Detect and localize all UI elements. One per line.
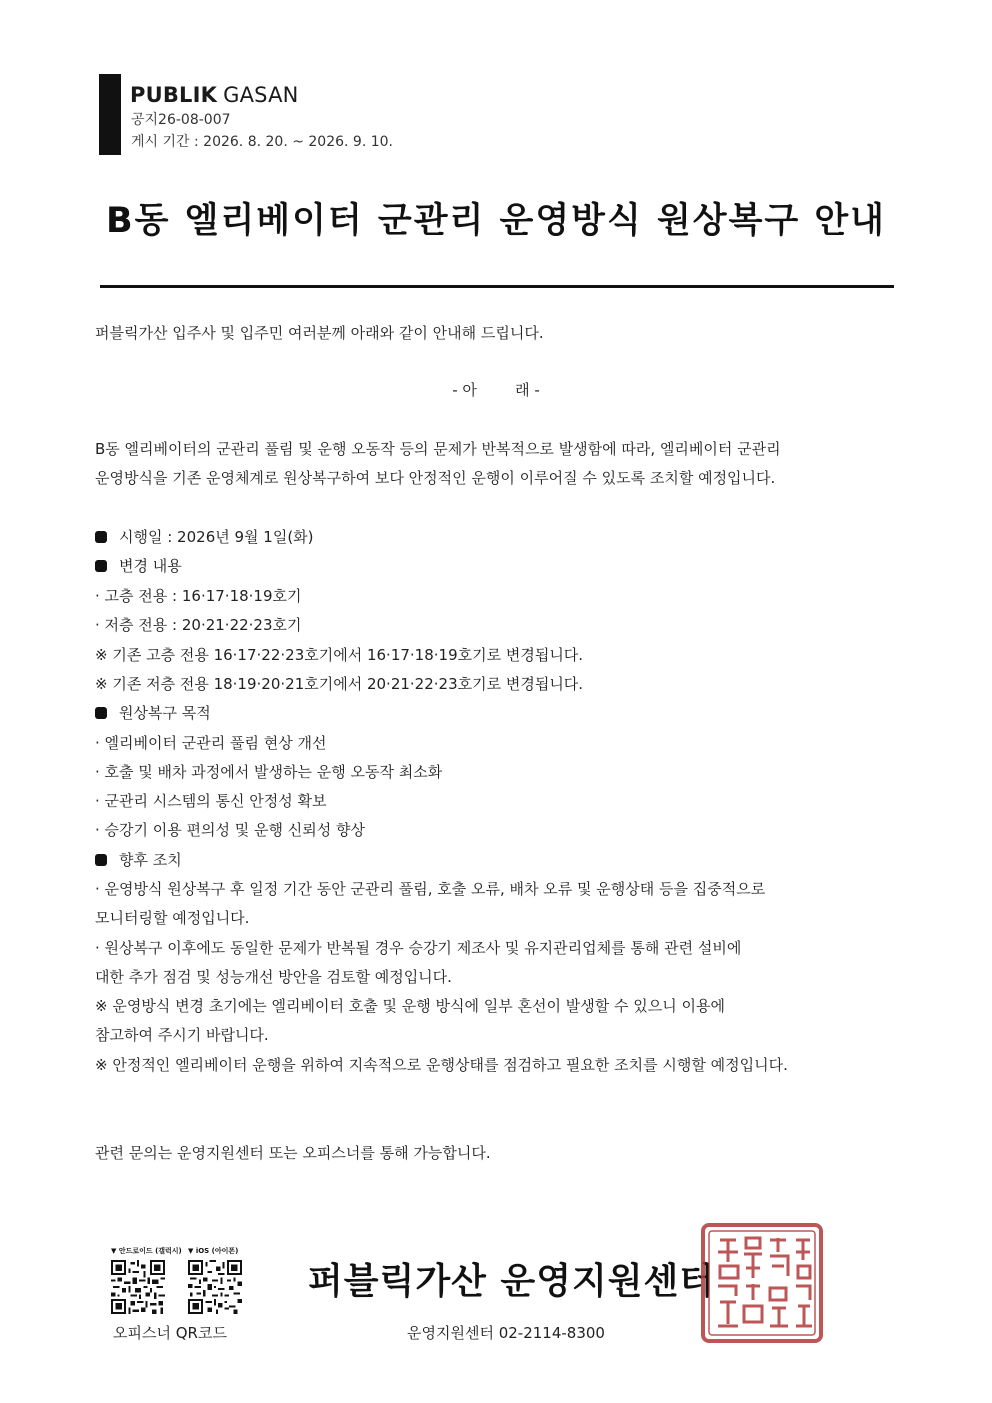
qr-code-icon[interactable] bbox=[188, 1260, 242, 1314]
page-title: B동 엘리베이터 군관리 운영방식 원상복구 안내 bbox=[106, 201, 886, 241]
square-bullet-icon bbox=[95, 531, 107, 543]
followup-line: 대한 추가 점검 및 성능개선 방안을 검토할 예정입니다. bbox=[95, 968, 452, 986]
greeting: 퍼블릭가산 입주사 및 입주민 여러분께 아래와 같이 안내해 드립니다. bbox=[95, 324, 544, 342]
qr-code-icon[interactable] bbox=[111, 1260, 165, 1314]
purpose-heading-text: 원상복구 목적 bbox=[119, 704, 211, 722]
change-note: ※ 기존 저층 전용 18·19·20·21호기에서 20·21·22·23호기로 변경됩니다. bbox=[95, 675, 584, 693]
square-bullet-icon bbox=[95, 854, 107, 866]
followup-line: 참고하여 주시기 바랍니다. bbox=[95, 1026, 269, 1044]
followup-line: · 원상복구 이후에도 동일한 문제가 반복될 경우 승강기 제조사 및 유지관리업체를 통해 관련 설비에 bbox=[95, 939, 742, 957]
followup-heading-text: 향후 조치 bbox=[119, 851, 182, 869]
posting-period: 게시 기간 : 2026. 8. 20. ~ 2026. 9. 10. bbox=[131, 134, 393, 150]
purpose-item: · 승강기 이용 편의성 및 운행 신뢰성 향상 bbox=[95, 821, 365, 839]
square-bullet-icon bbox=[95, 707, 107, 719]
followup-line: · 운영방식 원상복구 후 일정 기간 동안 군관리 풀림, 호출 오류, 배차 오류 및 운행상태 등을 집중적으로 bbox=[95, 880, 766, 898]
inquiry-note: 관련 문의는 운영지원센터 또는 오피스너를 통해 가능합니다. bbox=[95, 1144, 491, 1162]
purpose-item: · 엘리베이터 군관리 풀림 현상 개선 bbox=[95, 734, 327, 752]
purpose-item: · 호출 및 배차 과정에서 발생하는 운행 오동작 최소화 bbox=[95, 763, 443, 781]
support-center-name: 퍼블릭가산 운영지원센터 bbox=[308, 1261, 716, 1302]
effective-date bbox=[95, 525, 314, 549]
change-item: · 고층 전용 : 16·17·18·19호기 bbox=[95, 587, 302, 605]
effective-date-text: 시행일 : 2026년 9월 1일(화) bbox=[119, 528, 314, 546]
notice-number: 공지26-08-007 bbox=[131, 112, 231, 128]
change-item: · 저층 전용 : 20·21·22·23호기 bbox=[95, 616, 302, 634]
qr-ios-caption: ▼ iOS (아이폰) bbox=[188, 1247, 239, 1255]
changes-heading bbox=[95, 554, 182, 578]
header-accent-bar bbox=[99, 74, 121, 155]
followup-line: ※ 안정적인 엘리베이터 운행을 위하여 지속적으로 운행상태를 점검하고 필요한 조치를 시행할 예정입니다. bbox=[95, 1056, 788, 1074]
support-center-phone: 운영지원센터 02-2114-8300 bbox=[407, 1324, 605, 1342]
purpose-item: · 군관리 시스템의 통신 안정성 확보 bbox=[95, 792, 327, 810]
brand-logo bbox=[130, 82, 299, 108]
qr-android-caption: ▼ 안드로이드 (갤럭시) bbox=[111, 1247, 182, 1255]
changes-heading-text: 변경 내용 bbox=[119, 557, 182, 575]
square-bullet-icon bbox=[95, 560, 107, 572]
title-divider bbox=[100, 285, 894, 288]
followup-line: 모니터링할 예정입니다. bbox=[95, 909, 250, 927]
intro-line-1: B동 엘리베이터의 군관리 풀림 및 운행 오동작 등의 문제가 반복적으로 발생함에 따라, 엘리베이터 군관리 bbox=[95, 440, 781, 458]
official-seal-icon bbox=[700, 1222, 824, 1344]
followup-line: ※ 운영방식 변경 초기에는 엘리베이터 호출 및 운행 방식에 일부 혼선이 발생할 수 있으니 이용에 bbox=[95, 997, 725, 1015]
qr-label: 오피스너 QR코드 bbox=[113, 1324, 227, 1342]
purpose-heading bbox=[95, 701, 211, 725]
brand-bold: PUBLIK bbox=[130, 83, 218, 107]
change-note: ※ 기존 고층 전용 16·17·22·23호기에서 16·17·18·19호기로 변경됩니다. bbox=[95, 646, 584, 664]
brand-light: GASAN bbox=[223, 83, 299, 107]
intro-line-2: 운영방식을 기존 운영체계로 원상복구하여 보다 안정적인 운행이 이루어질 수 있도록 조치할 예정입니다. bbox=[95, 469, 776, 487]
followup-heading bbox=[95, 848, 182, 872]
below-marker: - 아 래 - bbox=[452, 381, 540, 399]
